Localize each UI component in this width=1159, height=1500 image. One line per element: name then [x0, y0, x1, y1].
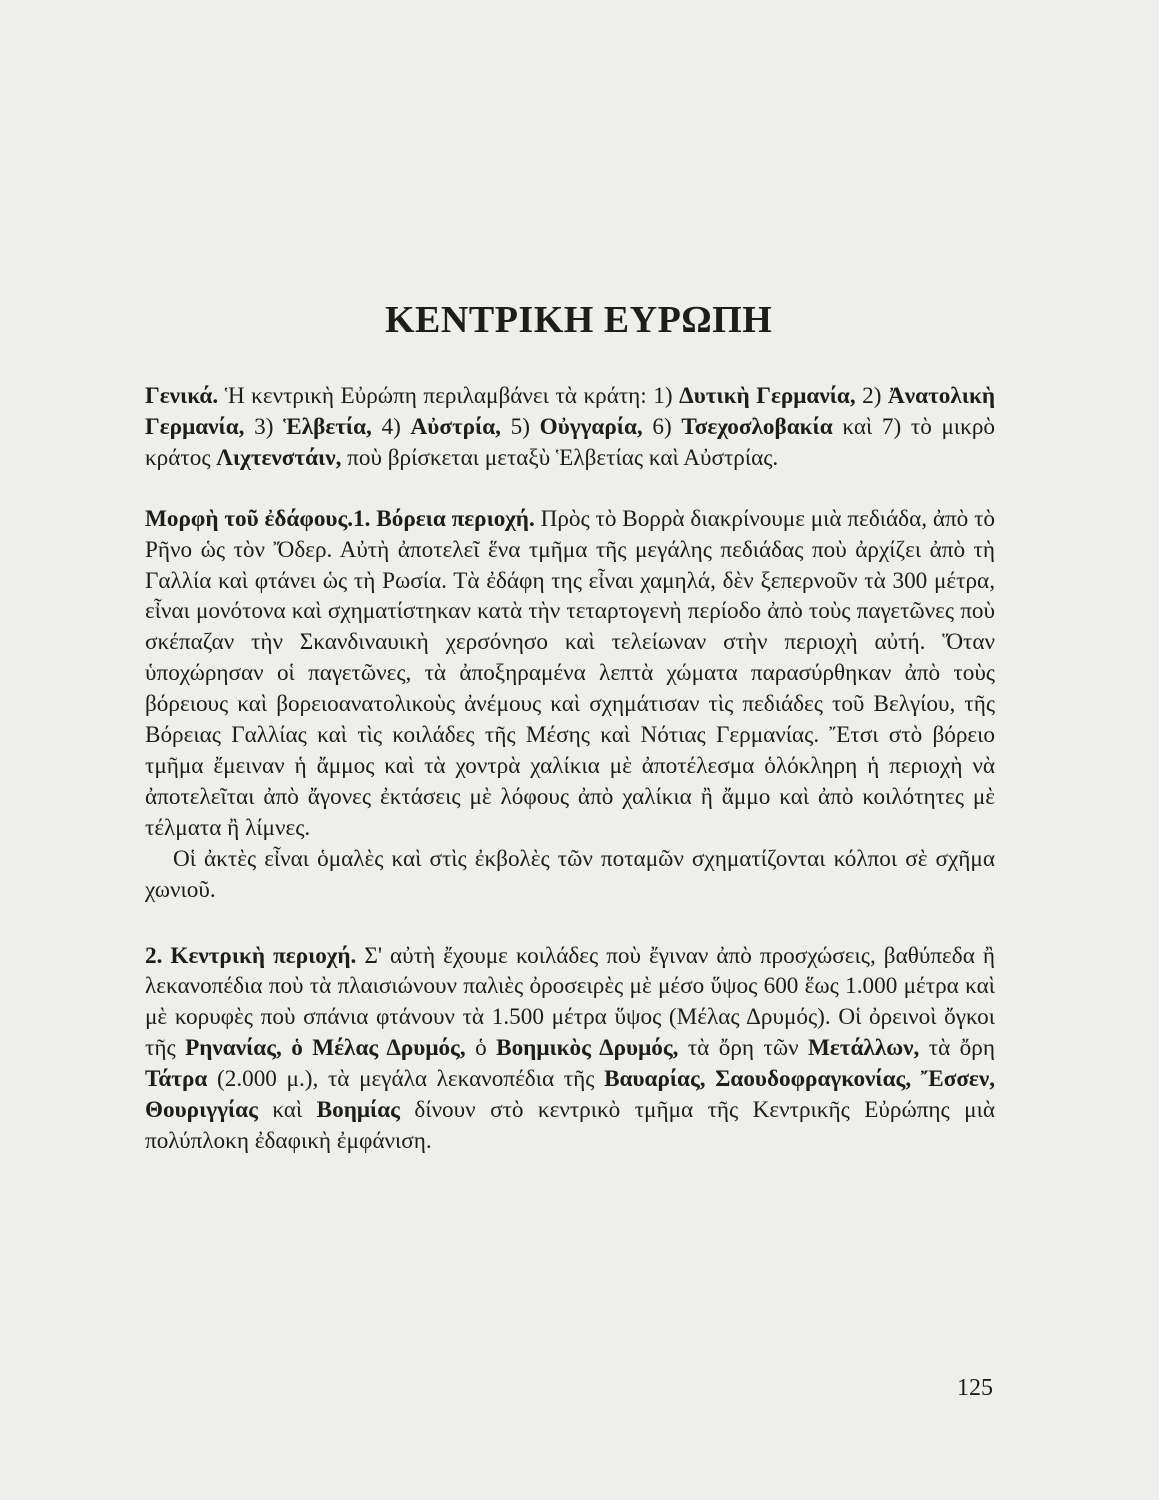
section-label-terrain: Μορφὴ τοῦ ἐδάφους. [145, 505, 354, 532]
country-liechtenstein: Λιχτενστάιν, [216, 444, 342, 471]
paragraph-central-region [145, 941, 995, 1157]
page-title: ΚΕΝΤΡΙΚΗ ΕΥΡΩΠΗ [385, 299, 773, 341]
term-ore-mountains: Μετάλλων, [808, 1035, 920, 1062]
text-run: δίνουν στὸ κεντρικὸ τμῆμα τῆς Κεντρικῆς Εὐρώπης μιὰ πολύπλοκη ἐδαφικὴ ἐμφάνιση. [145, 1097, 995, 1154]
paragraph-general [145, 381, 995, 474]
page-number: 125 [957, 1375, 993, 1401]
text-run: Ἡ κεντρικὴ Εὐρώπη περιλαμβάνει τὰ κράτη: 1) [218, 383, 680, 409]
term-basins: Βαυαρίας, Σαουδοφραγκονίας, Ἔσσεν, Θουριγγίας [145, 1066, 995, 1124]
paragraph-coasts: Οἱ ἀκτὲς εἶναι ὁμαλὲς καὶ στὶς ἐκβολὲς τῶν ποταμῶν σχηματίζονται κόλποι σὲ σχῆμα χωνιοῦ. [145, 845, 995, 903]
country-west-germany: Δυτικὴ Γερμανία, [679, 383, 856, 409]
paragraph-north-region [145, 504, 995, 844]
term-bohemia: Βοημίας [316, 1097, 400, 1124]
term-bohemian-forest: Βοημικὸς Δρυμός, [496, 1035, 679, 1062]
text-run: (2.000 μ.), τὰ μεγάλα λεκανοπέδια τῆς [207, 1066, 605, 1093]
text-run: καὶ [257, 1097, 317, 1124]
country-austria: Αὐστρία, [410, 413, 501, 440]
section-label-general: Γενικά. [145, 383, 219, 409]
country-hungary: Οὐγγαρία, [539, 413, 643, 440]
country-czechoslovakia: Τσεχοσλοβακία [681, 413, 833, 440]
subsection-label-north: 1. Βόρεια περιοχή. [353, 505, 535, 532]
text-run: τὰ ὄρη [919, 1035, 995, 1062]
text-run: καὶ 7) τὸ μικρὸ κράτος [145, 413, 995, 471]
term-tatra: Τάτρα [145, 1066, 208, 1093]
text-run: ποὺ βρίσκεται μεταξὺ Ἑλβετίας καὶ Αὐστρίας. [341, 444, 779, 471]
page-content [145, 296, 995, 1157]
text-run: 5) [500, 413, 540, 440]
text-run: 6) [642, 413, 682, 440]
text-run: 2) [855, 383, 889, 409]
term-rhineland-black-forest: Ρηνανίας, ὁ Μέλας Δρυμός, [185, 1035, 466, 1062]
text-run: 4) [371, 413, 411, 440]
text-run: Σ' αὐτὴ ἔχουμε κοιλάδες ποὺ ἔγιναν ἀπὸ προσχώσεις, βαθύπεδα ἢ λεκανοπέδια ποὺ τὰ πλαισιώνουν παλιὲς ὀροσειρὲς μὲ μέσο ὕψος 600 ἕως 1.000 μέτρα καὶ μὲ κορυφὲς ποὺ σπάνια φτάνουν τὰ 1.500 μέτρα ὕψος (Μέλας Δρυμός). Οἱ ὀρεινοὶ ὄγκοι τῆς [145, 942, 996, 1062]
text-run: 3) [244, 413, 284, 440]
subsection-label-central: 2. Κεντρικὴ περιοχή. [145, 942, 357, 969]
country-east-germany: Ἀνατολικὴ Γερμανία, [145, 383, 995, 440]
text-run: Πρὸς τὸ Βορρὰ διακρίνουμε μιὰ πεδιάδα, ἀπὸ τὸ Ρῆνο ὡς τὸν Ὄδερ. Αὐτὴ ἀποτελεῖ ἕνα τμῆμα τῆς μεγάλης πεδιάδας ποὺ ἀρχίζει ἀπὸ τὴ Γαλλία καὶ φτάνει ὡς τὴ Ρωσία. Τὰ ἐδάφη της εἶναι χαμηλά, δὲν ξεπερνοῦν τὰ 300 μέτρα, εἶναι μονότονα καὶ σχηματίστηκαν κατὰ τὴν τεταρτογενὴ περίοδο ἀπὸ τοὺς παγετῶνες ποὺ σκέπαζαν τὴν Σκανδιναυικὴ χερσόνησο καὶ τελείωναν στὴν περιοχὴ αὐτή. Ὅταν ὑποχώρησαν οἱ παγετῶνες, τὰ ἀποξηραμένα λεπτὰ χώματα παρασύρθηκαν ἀπὸ τοὺς βόρειους καὶ βορειοανατολικοὺς ἀνέμους καὶ σχημάτισαν τὶς πεδιάδες τοῦ Βελγίου, τῆς Βόρειας Γαλλίας καὶ τὶς κοιλάδες τῆς Μέσης καὶ Νότιας Γερμανίας. Ἔτσι στὸ βόρειο τμῆμα ἔμειναν ἡ ἄμμος καὶ τὰ χοντρὰ χαλίκια μὲ ἀποτέλεσμα ὁλόκληρη ἡ περιοχὴ νὰ ἀποτελεῖται ἀπὸ ἄγονες ἐκτάσεις μὲ λόφους ἀπὸ χαλίκια ἢ ἄμμο καὶ ἀπὸ κοιλότητες μὲ τέλματα ἢ λίμνες. [145, 505, 996, 841]
text-run: ὁ [465, 1035, 497, 1062]
text-run: τὰ ὄρη τῶν [678, 1035, 809, 1062]
country-switzerland: Ἑλβετία, [283, 413, 372, 440]
